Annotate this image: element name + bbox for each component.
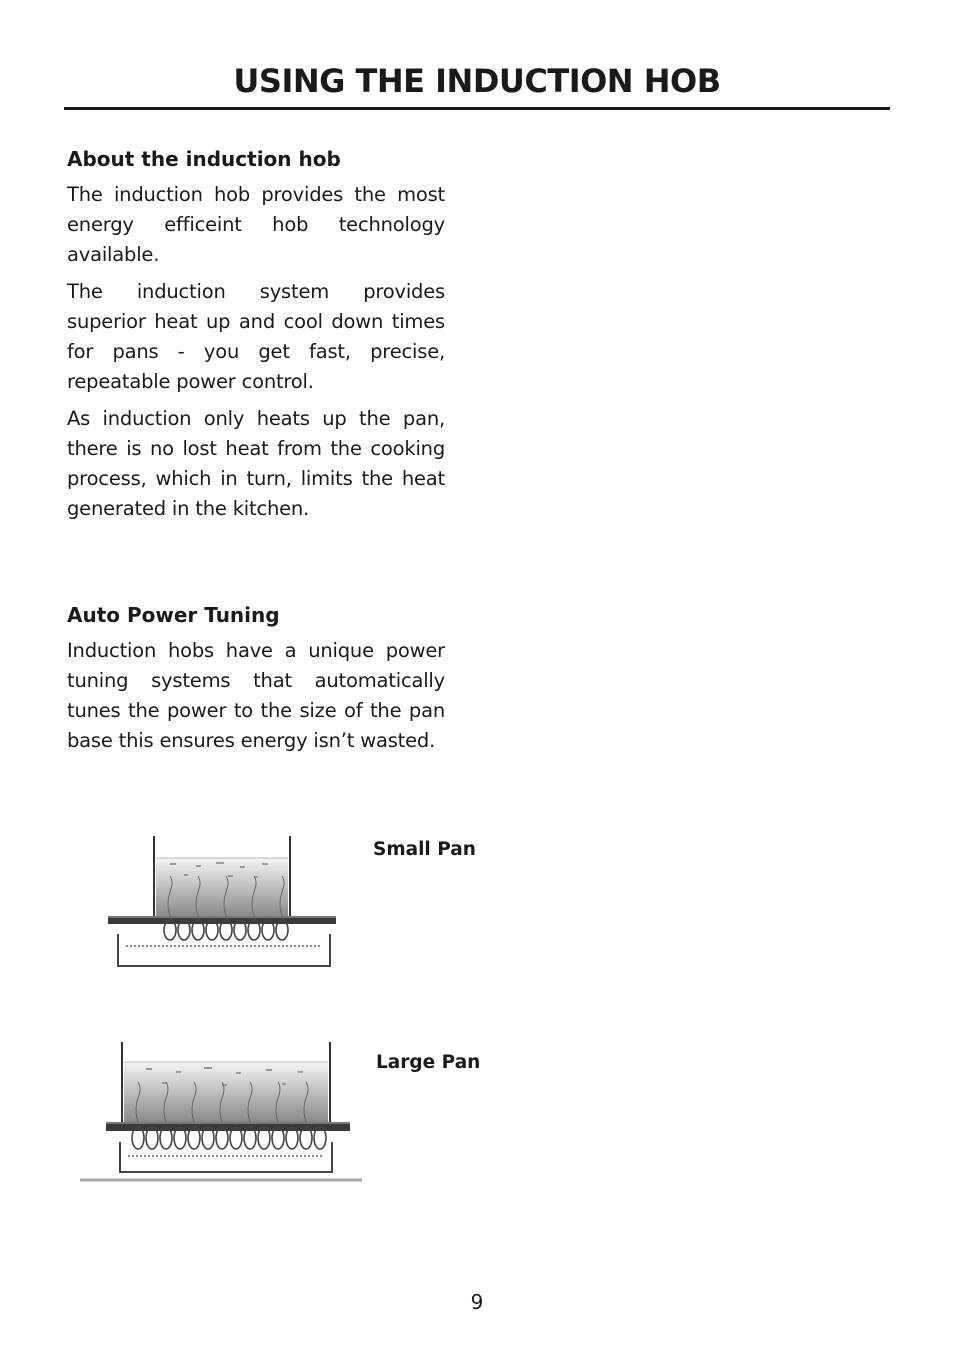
title-divider <box>64 107 890 110</box>
paragraph: The induction hob provides the most energy efficeint hob technology available. <box>67 183 445 266</box>
small-pan-illustration <box>104 830 340 974</box>
paragraph: Induction hobs have a unique power tuning systems that automatically tunes the power to the size of the pan base this ensures energy isn’t wasted. <box>67 639 445 752</box>
small-pan-label: Small Pan <box>373 839 476 860</box>
page-number: 9 <box>470 1290 484 1314</box>
section-about-induction-hob <box>67 146 445 531</box>
section-auto-power-tuning <box>67 602 445 763</box>
section-heading: Auto Power Tuning <box>67 603 280 627</box>
large-pan-label: Large Pan <box>376 1052 481 1073</box>
large-pan-illustration <box>76 1038 366 1188</box>
paragraph: As induction only heats up the pan, there is no lost heat from the cooking process, which in turn, limits the heat generated in the kitchen. <box>67 407 445 520</box>
paragraph: The induction system provides superior heat up and cool down times for pans - you get fast, precise, repeatable power control. <box>67 280 445 393</box>
section-heading: About the induction hob <box>67 147 341 171</box>
page-title: USING THE INDUCTION HOB <box>233 62 721 100</box>
